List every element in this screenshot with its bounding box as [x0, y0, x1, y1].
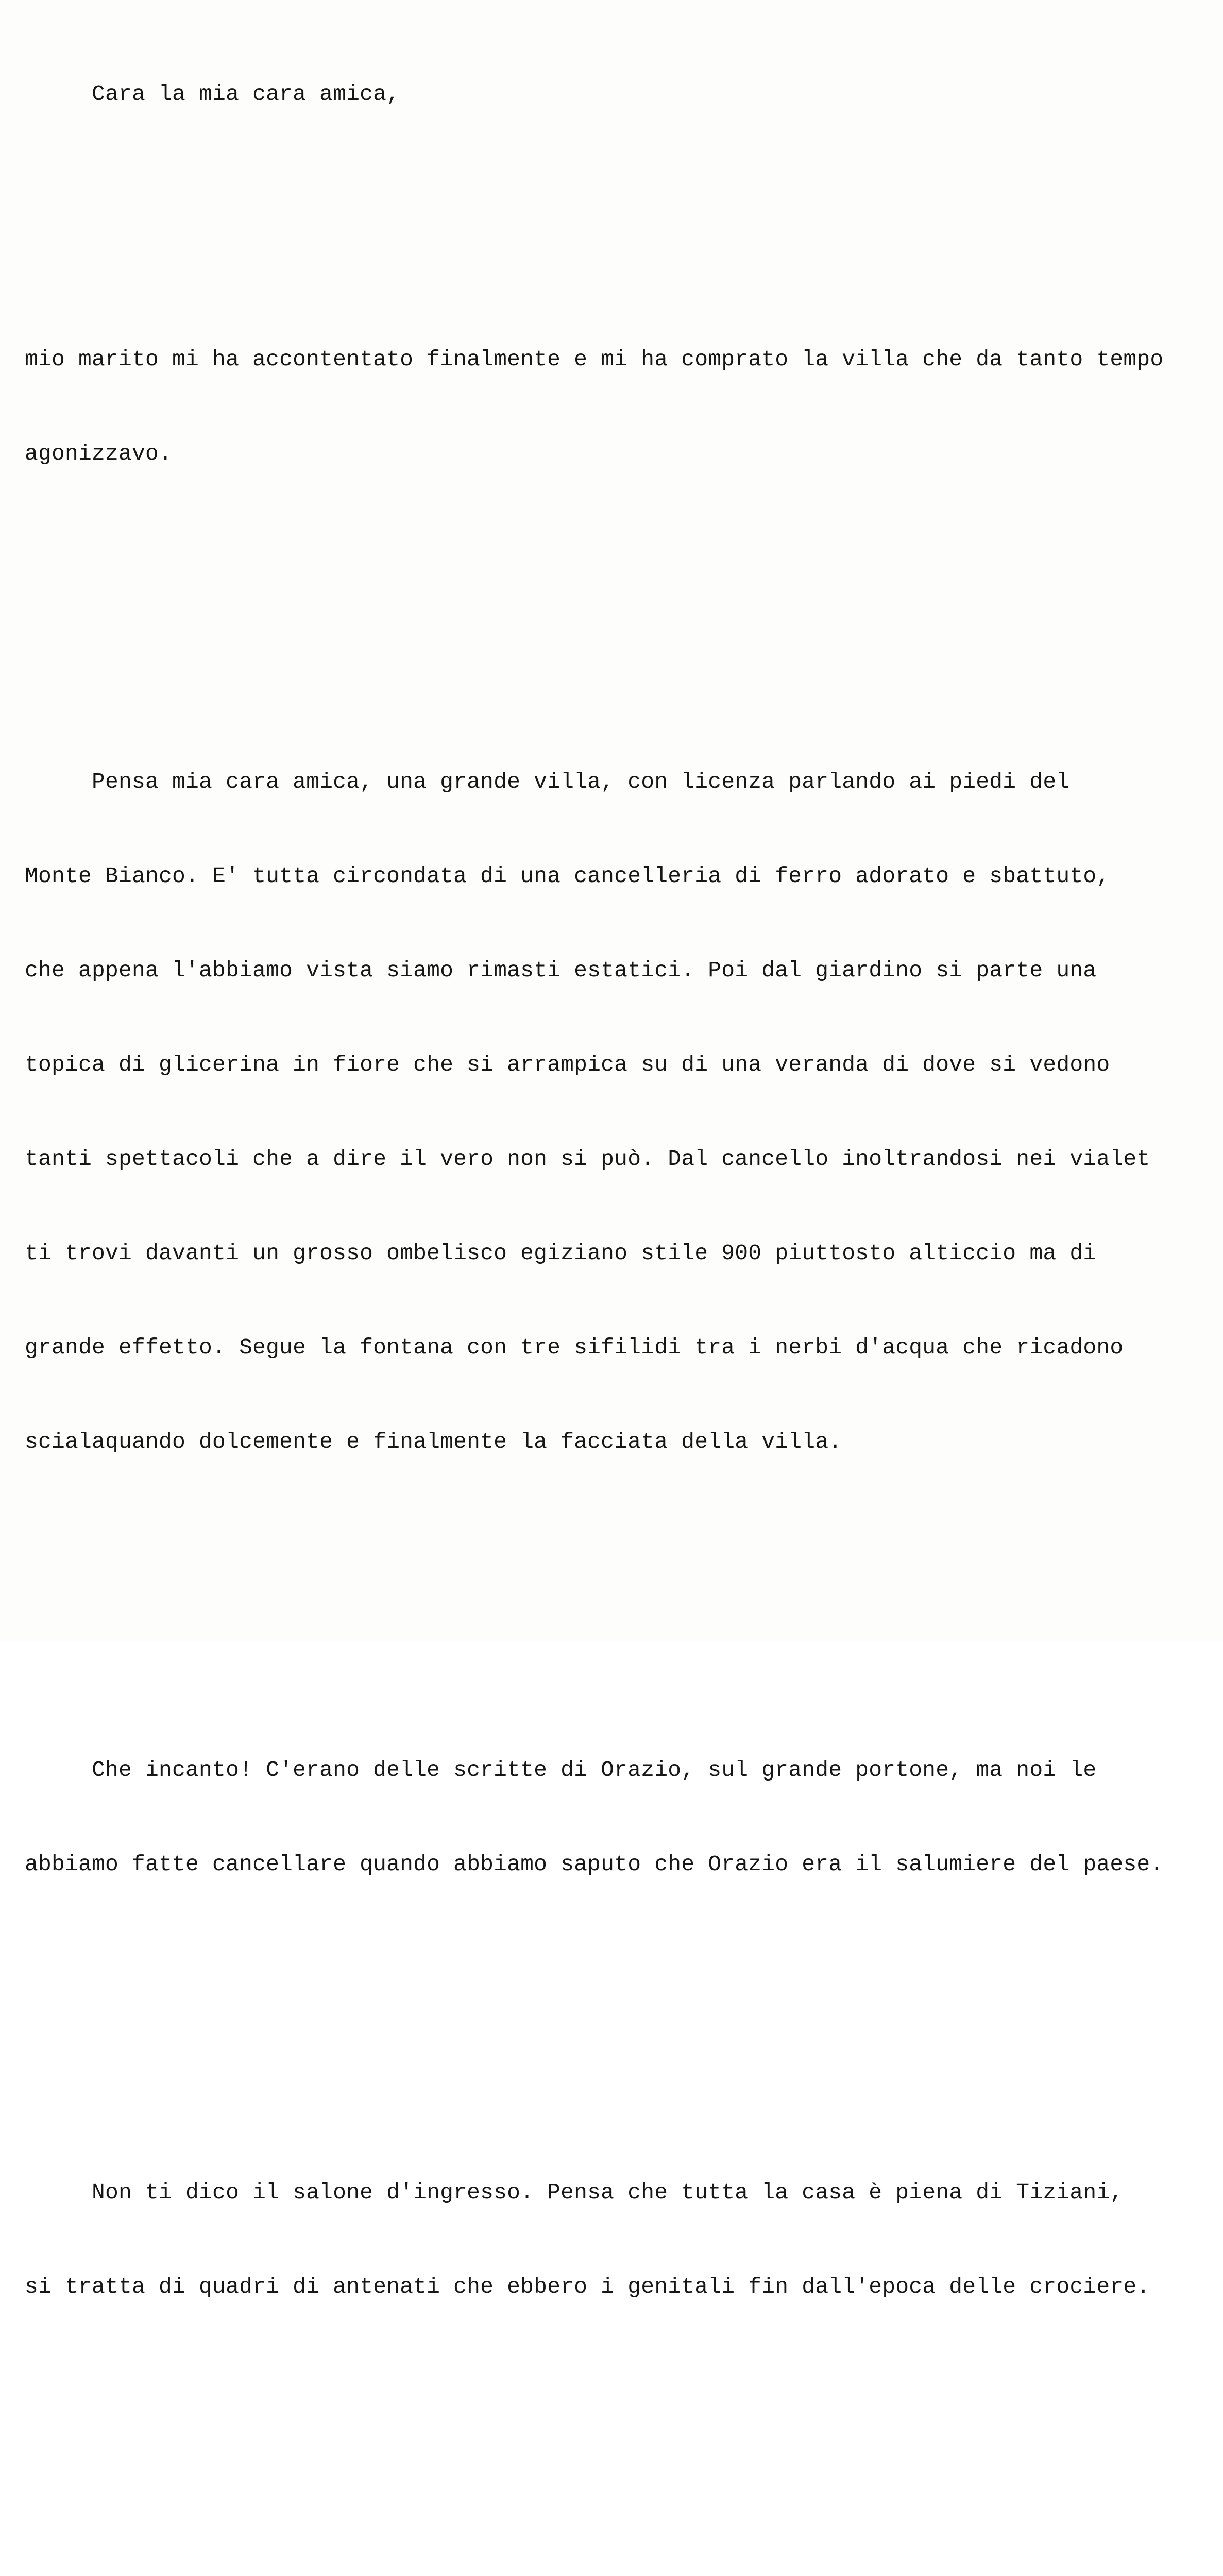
letter-line: mio marito mi ha accontentato finalmente e mi ha comprato la villa che da tanto tempo	[25, 347, 1164, 372]
letter-line: topica di glicerina in fiore che si arrampica su di una veranda di dove si vedono	[25, 1052, 1110, 1077]
letter-line: ti trovi davanti un grosso ombelisco egiziano stile 900 piuttosto alticcio ma di	[25, 1241, 1097, 1266]
typewritten-letter	[25, 15, 1204, 2576]
paragraph-4	[25, 2114, 1204, 2365]
letter-line: Non ti dico il salone d'ingresso. Pensa che tutta la casa è piena di Tiziani,	[25, 2180, 1124, 2205]
letter-line: si tratta di quadri di antenati che ebbero i genitali fin dall'epoca delle crociere.	[25, 2274, 1150, 2299]
letter-line: Monte Bianco. E' tutta circondata di una cancelleria di ferro adorato e sbattuto,	[25, 863, 1110, 889]
paragraph-2	[25, 703, 1204, 1520]
letter-line: tanti spettacoli che a dire il vero non si può. Dal cancello inoltrandosi nei vialet	[25, 1146, 1150, 1172]
paragraph-1	[25, 281, 1204, 532]
letter-line: che appena l'abbiamo vista siamo rimasti estatici. Poi dal giardino si parte una	[25, 958, 1097, 983]
letter-line: agonizzavo.	[25, 441, 173, 466]
paragraph-5	[25, 2536, 1204, 2576]
letter-line: Che incanto! C'erano delle scritte di Orazio, sul grande portone, ma noi le	[25, 1757, 1097, 1783]
letter-line: Pensa mia cara amica, una grande villa, con licenza parlando ai piedi del	[25, 769, 1070, 794]
letter-line: scialaquando dolcemente e finalmente la facciata della villa.	[25, 1429, 842, 1454]
paragraph-3	[25, 1691, 1204, 1943]
letter-line: abbiamo fatte cancellare quando abbiamo saputo che Orazio era il salumiere del paese.	[25, 1852, 1164, 1877]
salutation: Cara la mia cara amica,	[25, 81, 400, 107]
letter-line: grande effetto. Segue la fontana con tre sifilidi tra i nerbi d'acqua che ricadono	[25, 1335, 1124, 1360]
